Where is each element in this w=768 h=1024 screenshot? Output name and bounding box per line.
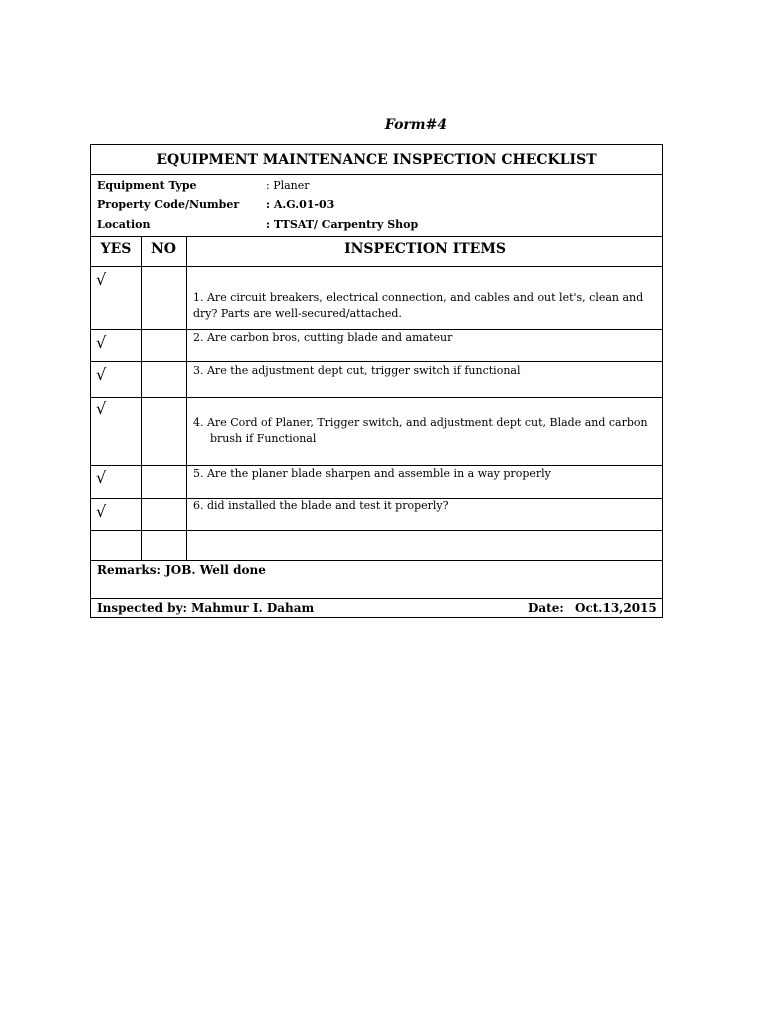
inspection-item-6 xyxy=(193,498,648,514)
inspection-checklist-form xyxy=(90,144,663,618)
item-text: 3. Are the adjustment dept cut, trigger switch if functional xyxy=(193,364,521,377)
divider xyxy=(91,560,662,561)
inspection-item-1 xyxy=(193,290,648,322)
item-text: brush if Functional xyxy=(210,432,317,445)
yes-check-mark: √ xyxy=(96,399,107,418)
yes-check-mark: √ xyxy=(96,365,107,384)
inspection-item-5 xyxy=(193,466,648,482)
meta-label: Equipment Type xyxy=(97,179,197,192)
meta-label: Location xyxy=(97,218,151,231)
column-header-yes: YES xyxy=(100,241,132,257)
column-header-items: INSPECTION ITEMS xyxy=(344,241,506,257)
meta-value: : Planer xyxy=(266,179,310,192)
meta-value: : TTSAT/ Carpentry Shop xyxy=(266,218,419,231)
remarks: Remarks: JOB. Well done xyxy=(97,563,266,577)
divider xyxy=(91,397,662,398)
equipment-info xyxy=(91,174,662,236)
form-number: Form#4 xyxy=(384,117,448,133)
inspection-item-3 xyxy=(193,363,648,379)
divider xyxy=(91,266,662,267)
item-text: 4. Are Cord of Planer, Trigger switch, and adjustment dept cut, Blade and carbon xyxy=(193,416,648,429)
yes-check-mark: √ xyxy=(96,502,107,521)
meta-label: Property Code/Number xyxy=(97,198,240,211)
inspection-item-2 xyxy=(193,330,648,346)
yes-check-mark: √ xyxy=(96,468,107,487)
column-divider xyxy=(186,236,187,560)
item-text: 5. Are the planer blade sharpen and assemble in a way properly xyxy=(193,467,551,480)
column-header-no: NO xyxy=(151,241,176,257)
item-text: 6. did installed the blade and test it properly? xyxy=(193,499,449,512)
yes-check-mark: √ xyxy=(96,333,107,352)
divider xyxy=(91,598,662,599)
inspected-by: Inspected by: Mahmur I. Daham xyxy=(97,601,315,615)
meta-value: : A.G.01-03 xyxy=(266,198,335,211)
date-label: Date: xyxy=(528,601,564,615)
item-text: 2. Are carbon bros, cutting blade and amateur xyxy=(193,331,453,344)
item-text: dry? Parts are well-secured/attached. xyxy=(193,307,402,320)
divider xyxy=(91,530,662,531)
inspection-item-4 xyxy=(193,415,648,447)
column-divider xyxy=(141,236,142,560)
form-title: EQUIPMENT MAINTENANCE INSPECTION CHECKLIST xyxy=(156,152,597,168)
date-value: Oct.13,2015 xyxy=(575,601,657,615)
item-text: 1. Are circuit breakers, electrical connection, and cables and out let's, clean and xyxy=(193,291,644,304)
yes-check-mark: √ xyxy=(96,270,107,289)
divider xyxy=(91,361,662,362)
